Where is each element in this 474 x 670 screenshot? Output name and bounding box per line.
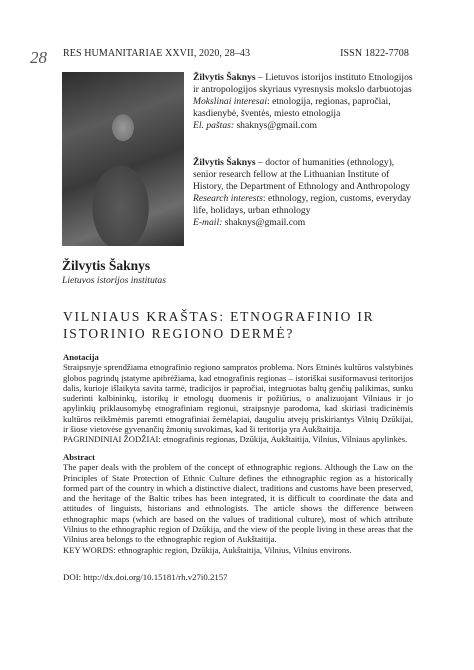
author-bio-lt-name: Žilvytis Šaknys <box>193 72 256 83</box>
running-head <box>63 48 409 59</box>
anotacija-text: Straipsnyje sprendžiama etnografinio regiono sampratos problema. Nors Etninės kultūros valstybinės globos pagrindų įstatyme apibrėžiama, kad etnografinis regionas – istoriškai susiformavusi teritorijos dalis, kurioje išlaikyta savita tarmė, tradicijos ir papročiai, integruotas baltų genčių palikimas, sunku suderinti kalbininkų, istorikų ir etnologų duomenis ir požiūrius, o analizuojant Vilniaus ir jo apylinkių priklausomybę etnografiniam regionui, straipsnyje parodoma, kad skiriasi tradicinėmis kultūros reikšmėmis paremti etnografiniai žemėlapiai, dauguliu atvejų priskiriantys Vilnių Dzūkijai, ir šiose vietovėse gyvenančių žmonių suvokimas, kad ši teritorija yra Aukštaitija. <box>63 362 413 435</box>
abstract-heading: Abstract <box>63 452 95 462</box>
author-bio-lt-interests: Mokslinai interesai: etnologija, regionas, papročiai, kasdienybė, šventės, miesto etnologija <box>193 96 391 120</box>
abstract-keywords: KEY WORDS: ethnographic region, Dzūkija, Aukštaitija, Vilnius, Vilnius environs. <box>63 544 352 555</box>
journal-citation: RES HUMANITARIAE XXVII, 2020, 28–43 <box>63 48 251 59</box>
page-number: 28 <box>30 48 47 67</box>
author-bio-lt <box>193 72 413 132</box>
abstract-text: The paper deals with the problem of the concept of ethnographic regions. Although the Law on the Principles of State Protection of Ethnic Culture defines the ethnographic region as a historically formed part of the country in which a distinctive dialect, traditions and customs have been preserved, and the heritage of the Baltic tribes has been integrated, it is difficult to coordinate the data and attitudes of linguists, historians and ethnologists. The article shows the difference between ethnographic maps (which are based on the values of traditional culture), most of which attribute Vilnius to the ethnographic region of Dzūkija, and the view of the people living in these areas that the Vilnius area belongs to the ethnographic region of Aukštaitija. <box>63 462 413 545</box>
author-bio-en-email: E-mail: shaknys@gmail.com <box>193 217 306 229</box>
anotacija-section <box>63 352 413 445</box>
author-bio-en <box>193 157 413 230</box>
author-bio-en-name: Žilvytis Šaknys <box>193 157 256 168</box>
author-bio-lt-email: El. paštas: shaknys@gmail.com <box>193 120 317 132</box>
byline-institution: Lietuvos istorijos institutas <box>62 275 166 286</box>
issn: ISSN 1822-7708 <box>340 48 409 59</box>
article-title-line-1: VILNIAUS KRAŠTAS: ETNOGRAFINIO IR <box>63 309 375 324</box>
author-bio-en-interests: Research interests: ethnology, region, customs, everyday life, holidays, urban ethnology <box>193 193 412 217</box>
anotacija-keywords: PAGRINDINIAI ŽODŽIAI: etnografinis regionas, Dzūkija, Aukštaitija, Vilnius, Vilniaus apylinkės. <box>63 434 408 445</box>
abstract-section <box>63 452 413 555</box>
doi-line: DOI: http://dx.doi.org/10.15181/rh.v27i0.2157 <box>63 572 228 582</box>
byline-author-name: Žilvytis Šaknys <box>62 258 151 273</box>
article-title-line-2: ISTORINIO REGIONO DERMĖ? <box>63 326 295 341</box>
author-photo <box>62 72 184 246</box>
anotacija-heading: Anotacija <box>63 352 99 362</box>
article-title <box>63 308 413 342</box>
author-bio-lt-affiliation: Žilvytis Šaknys – Lietuvos istorijos instituto Etnologijos ir antropologijos skyriaus vyresnysis mokslo darbuotojas <box>193 72 413 96</box>
author-bio-en-affiliation: Žilvytis Šaknys – doctor of humanities (ethnology), senior research fellow at the Lithuanian Institute of History, the Department of Ethnology and Anthropology <box>193 157 411 193</box>
